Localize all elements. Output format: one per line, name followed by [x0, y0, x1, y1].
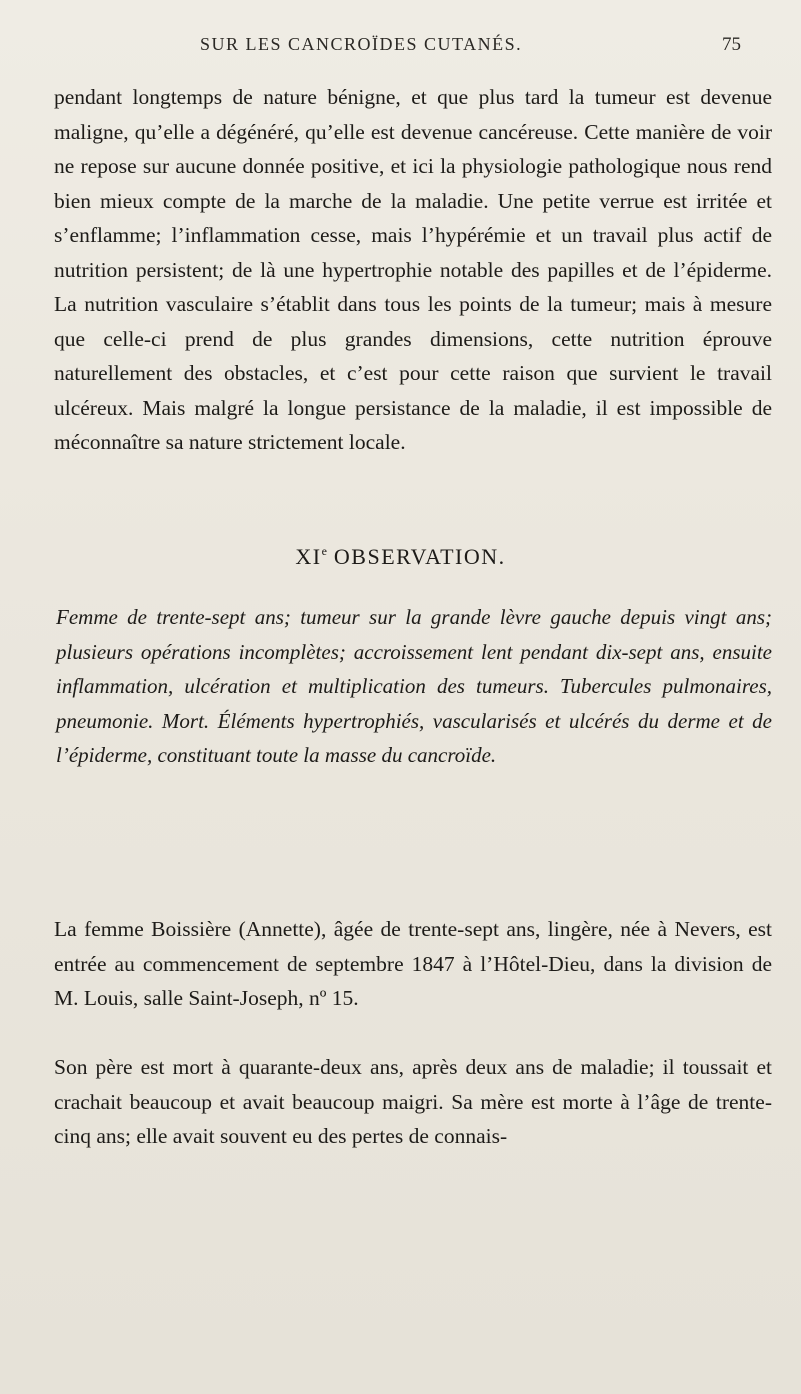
paragraph-continuation: [54, 80, 772, 460]
paragraph-patient: [54, 912, 772, 1016]
observation-number: XI: [295, 544, 322, 569]
page-number: 75: [722, 34, 741, 55]
observation-word: OBSERVATION.: [333, 544, 506, 569]
ordinal-suffix: e: [321, 544, 327, 558]
case-summary: Femme de trente-sept ans; tumeur sur la grande lèvre gauche depuis vingt ans; plusieurs opérations incomplètes; accroissement lent pendant dix-sept ans, ensuite inflammation, ulcération et multiplication des tumeurs. Tubercules pulmonaires, pneumonie. Mort. Éléments hypertrophiés, vascularisés et ulcérés du derme et de l’épiderme, constituant toute la masse du cancroïde.: [56, 605, 772, 767]
paragraph-text: pendant longtemps de nature bénigne, et que plus tard la tumeur est devenue maligne, qu’elle a dégénéré, qu’elle est devenue cancéreuse. Cette manière de voir ne repose sur aucune donnée positive, et ici la physiologie pathologique nous rend bien mieux compte de la marche de la maladie. Une petite verrue est irritée et s’enflamme; l’inflammation cesse, mais l’hypérémie et un travail plus actif de nutrition persistent; de là une hypertrophie notable des papilles et de l’épiderme. La nutrition vasculaire s’établit dans tous les points de la tumeur; mais à mesure que celle-ci prend de plus grandes dimensions, cette nutrition éprouve naturellement des obstacles, et c’est pour cette raison que survient le travail ulcéreux. Mais malgré la longue persistance de la maladie, il est impossible de méconnaître sa nature strictement locale.: [54, 85, 772, 454]
running-title: SUR LES CANCROÏDES CUTANÉS.: [200, 34, 523, 54]
paragraph-text: Son père est mort à quarante-deux ans, après deux ans de maladie; il toussait et crachait beaucoup et avait beaucoup maigri. Sa mère est morte à l’âge de trente-cinq ans; elle avait souvent eu des pertes de connais-: [54, 1055, 772, 1148]
paragraph-family-history: [54, 1050, 772, 1154]
paragraph-text: La femme Boissière (Annette), âgée de trente-sept ans, lingère, née à Nevers, est entrée au commencement de septembre 1847 à l’Hôtel-Dieu, dans la division de M. Louis, salle Saint-Joseph, nº 15.: [54, 917, 772, 1010]
observation-heading: [0, 544, 801, 570]
